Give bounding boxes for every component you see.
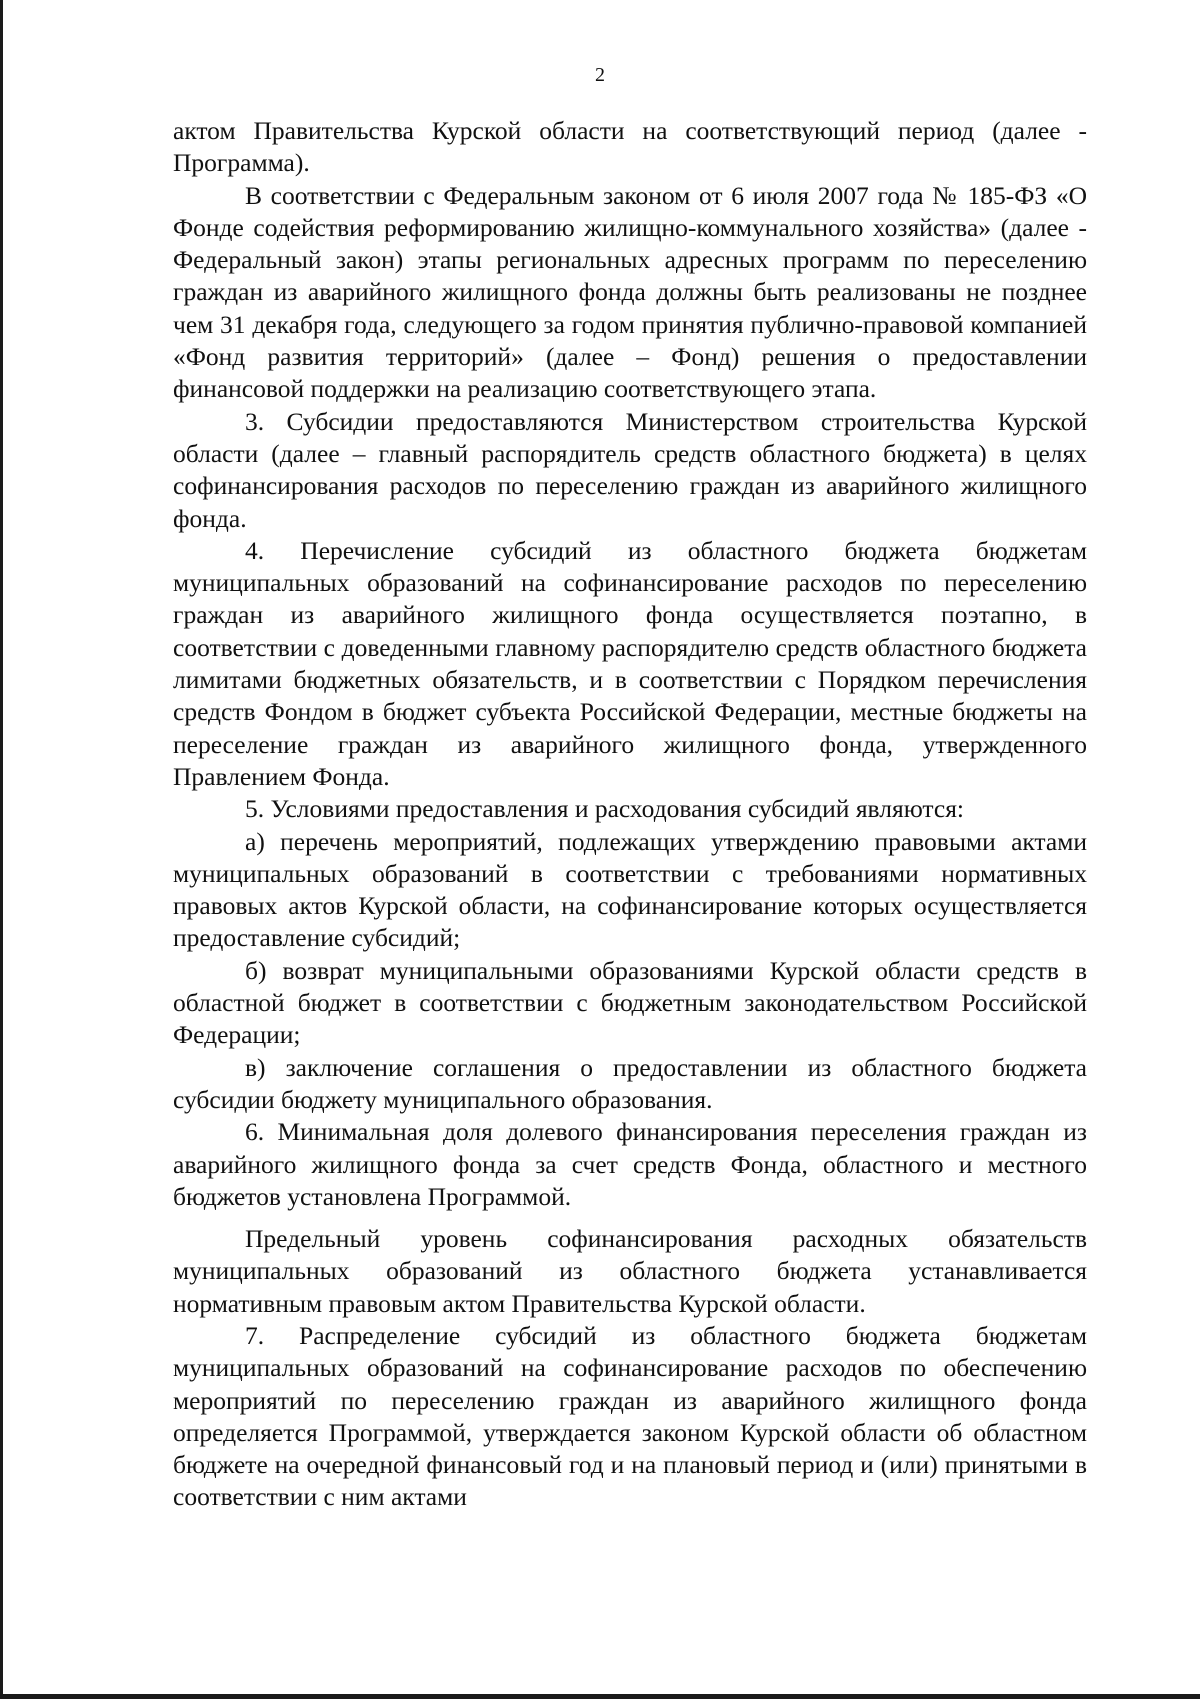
paragraph-6: 6. Минимальная доля долевого финансирования переселения граждан из аварийного жилищного фонда за счет средств Фонда, областного и местного бюджетов установлена Программой. xyxy=(173,1117,1087,1211)
page-number: 2 xyxy=(595,64,605,86)
paragraph-4: 4. Перечисление субсидий из областного бюджета бюджетам муниципальных образований на софинансирование расходов по переселению граждан из аварийного жилищного фонда осуществляется поэтапно, в соответствии с доведенными главному распорядителю средств областного бюджета лимитами бюджетных обязательств, и в соответствии с Порядком перечисления средств Фондом в бюджет субъекта Российской Федерации, местные бюджеты на переселение граждан из аварийного жилищного фонда, утвержденного Правлением Фонда. xyxy=(173,535,1087,791)
paragraph-continuation: актом Правительства Курской области на соответствующий период (далее - Программа). xyxy=(173,116,1087,178)
paragraph-5b: б) возврат муниципальными образованиями Курской области средств в областной бюджет в соответствии с бюджетным законодательством Российской Федерации; xyxy=(173,955,1087,1050)
paragraph-7: 7. Распределение субсидий из областного бюджета бюджетам муниципальных образований на софинансирование расходов по обеспечению мероприятий по переселению граждан из аварийного жилищного фонда определяется Программой, утверждается законом Курской области об областном бюджете на очередной финансовый год и на плановый период и (или) принятыми в соответствии с ним актами xyxy=(173,1320,1087,1512)
paragraph-3: 3. Субсидии предоставляются Министерством строительства Курской области (далее – главный распорядитель средств областного бюджета) в целях софинансирования расходов по переселению граждан из аварийного жилищного фонда. xyxy=(173,406,1087,533)
scan-border-left xyxy=(0,0,3,1699)
paragraph-5: 5. Условиями предоставления и расходования субсидий являются: xyxy=(245,794,965,824)
document-body xyxy=(173,115,1087,1514)
paragraph-federal-law: В соответствии с Федеральным законом от 6 июля 2007 года № 185-ФЗ «О Фонде содействия реформированию жилищно-коммунального хозяйства» (далее - Федеральный закон) этапы региональных адресных программ по переселению граждан из аварийного жилищного фонда должны быть реализованы не позднее чем 31 декабря года, следующего за годом принятия публично-правовой компанией «Фонд развития территорий» (далее – Фонд) решения о предоставлении финансовой поддержки на реализацию соответствующего этапа. xyxy=(173,180,1087,404)
paragraph-cofinancing-level: Предельный уровень софинансирования расходных обязательств муниципальных образований из областного бюджета устанавливается нормативным правовым актом Правительства Курской области. xyxy=(173,1224,1087,1318)
scan-border-bottom xyxy=(0,1694,1200,1699)
paragraph-5c: в) заключение соглашения о предоставлении из областного бюджета субсидии бюджету муниципального образования. xyxy=(173,1052,1087,1114)
paragraph-5a: а) перечень мероприятий, подлежащих утверждению правовыми актами муниципальных образований в соответствии с требованиями нормативных правовых актов Курской области, на софинансирование которых осуществляется предоставление субсидий; xyxy=(173,826,1087,953)
